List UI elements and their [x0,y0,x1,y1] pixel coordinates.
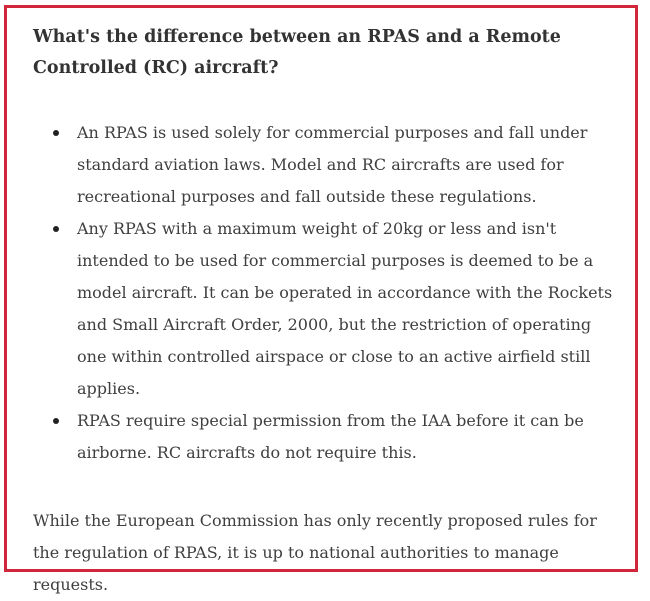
list-item [33,405,621,469]
bullet-icon [53,130,59,136]
bullet-icon [53,418,59,424]
list-item-text: Any RPAS with a maximum weight of 20kg or less and isn't intended to be used for commercial purposes is deemed to be a model aircraft. It can be operated in accordance with the Rockets and Small Aircraft Order, 2000, but the restriction of operating one within controlled airspace or close to an active airfield still applies. [77,219,613,398]
list-item [33,117,621,213]
bullet-icon [53,226,59,232]
list-item-text: An RPAS is used solely for commercial purposes and fall under standard aviation laws. Model and RC aircrafts are used for recreational purposes and fall outside these regulations. [77,123,588,206]
highlight-box [4,5,638,594]
comparison-list [33,117,621,469]
closing-paragraph: While the European Commission has only recently proposed rules for the regulation of RPAS, it is up to national authorities to manage requests. [33,511,597,594]
section-heading: What's the difference between an RPAS and a Remote Controlled (RC) aircraft? [33,27,561,78]
list-item [33,213,621,405]
article-excerpt [33,22,621,601]
list-item-text: RPAS require special permission from the IAA before it can be airborne. RC aircrafts do not require this. [77,411,584,462]
